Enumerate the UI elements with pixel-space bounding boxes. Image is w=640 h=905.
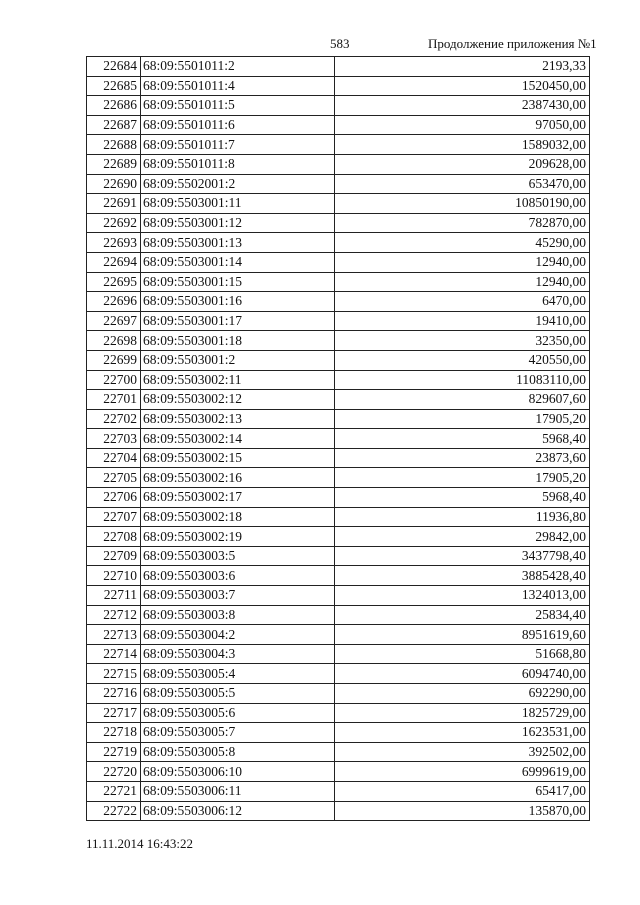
value-cell: 6470,00 [335, 292, 590, 312]
row-number-cell: 22697 [87, 311, 141, 331]
cadastral-number-cell: 68:09:5501011:2 [141, 57, 335, 77]
row-number-cell: 22722 [87, 801, 141, 821]
row-number-cell: 22688 [87, 135, 141, 155]
cadastral-number-cell: 68:09:5503002:14 [141, 429, 335, 449]
table-row [87, 468, 590, 488]
row-number-cell: 22684 [87, 57, 141, 77]
table-row [87, 154, 590, 174]
table-row [87, 390, 590, 410]
cadastral-number-cell: 68:09:5503003:6 [141, 566, 335, 586]
cadastral-number-cell: 68:09:5503001:17 [141, 311, 335, 331]
cadastral-number-cell: 68:09:5503005:5 [141, 684, 335, 704]
value-cell: 782870,00 [335, 213, 590, 233]
value-cell: 3437798,40 [335, 546, 590, 566]
cadastral-number-cell: 68:09:5503001:14 [141, 252, 335, 272]
table-row [87, 194, 590, 214]
print-timestamp: 11.11.2014 16:43:22 [86, 836, 194, 851]
row-number-cell: 22689 [87, 154, 141, 174]
table-row [87, 115, 590, 135]
row-number-cell: 22693 [87, 233, 141, 253]
continuation-caption: Продолжение приложения №1 [428, 36, 597, 51]
cadastral-number-cell: 68:09:5503001:2 [141, 350, 335, 370]
table-row [87, 252, 590, 272]
cadastral-number-cell: 68:09:5503003:5 [141, 546, 335, 566]
table-row [87, 586, 590, 606]
cadastral-number-cell: 68:09:5501011:7 [141, 135, 335, 155]
cadastral-number-cell: 68:09:5503006:12 [141, 801, 335, 821]
table-row [87, 135, 590, 155]
row-number-cell: 22695 [87, 272, 141, 292]
table-row [87, 311, 590, 331]
cadastral-number-cell: 68:09:5503004:2 [141, 625, 335, 645]
value-cell: 32350,00 [335, 331, 590, 351]
cadastral-number-cell: 68:09:5501011:8 [141, 154, 335, 174]
value-cell: 25834,40 [335, 605, 590, 625]
value-cell: 8951619,60 [335, 625, 590, 645]
row-number-cell: 22718 [87, 723, 141, 743]
cadastral-number-cell: 68:09:5503001:15 [141, 272, 335, 292]
table-row [87, 625, 590, 645]
cadastral-number-cell: 68:09:5503003:7 [141, 586, 335, 606]
registry-table [86, 56, 590, 821]
row-number-cell: 22694 [87, 252, 141, 272]
table-row [87, 57, 590, 77]
value-cell: 29842,00 [335, 527, 590, 547]
cadastral-number-cell: 68:09:5503002:15 [141, 448, 335, 468]
table-row [87, 664, 590, 684]
cadastral-number-cell: 68:09:5501011:5 [141, 96, 335, 116]
table-row [87, 292, 590, 312]
cadastral-number-cell: 68:09:5503002:16 [141, 468, 335, 488]
cadastral-number-cell: 68:09:5501011:6 [141, 115, 335, 135]
table-row [87, 507, 590, 527]
row-number-cell: 22692 [87, 213, 141, 233]
row-number-cell: 22702 [87, 409, 141, 429]
page-number: 583 [330, 36, 350, 51]
value-cell: 17905,20 [335, 409, 590, 429]
cadastral-number-cell: 68:09:5503002:12 [141, 390, 335, 410]
cadastral-number-cell: 68:09:5503001:16 [141, 292, 335, 312]
cadastral-number-cell: 68:09:5503001:12 [141, 213, 335, 233]
value-cell: 5968,40 [335, 429, 590, 449]
cadastral-number-cell: 68:09:5503005:6 [141, 703, 335, 723]
cadastral-number-cell: 68:09:5503001:18 [141, 331, 335, 351]
table-row [87, 174, 590, 194]
row-number-cell: 22708 [87, 527, 141, 547]
value-cell: 11936,80 [335, 507, 590, 527]
table-row [87, 233, 590, 253]
value-cell: 12940,00 [335, 272, 590, 292]
table-row [87, 527, 590, 547]
row-number-cell: 22703 [87, 429, 141, 449]
row-number-cell: 22704 [87, 448, 141, 468]
table-row [87, 350, 590, 370]
cadastral-number-cell: 68:09:5503002:19 [141, 527, 335, 547]
value-cell: 1324013,00 [335, 586, 590, 606]
row-number-cell: 22710 [87, 566, 141, 586]
value-cell: 65417,00 [335, 781, 590, 801]
value-cell: 392502,00 [335, 742, 590, 762]
row-number-cell: 22709 [87, 546, 141, 566]
table-row [87, 762, 590, 782]
value-cell: 10850190,00 [335, 194, 590, 214]
row-number-cell: 22685 [87, 76, 141, 96]
table-row [87, 429, 590, 449]
value-cell: 23873,60 [335, 448, 590, 468]
cadastral-number-cell: 68:09:5503005:4 [141, 664, 335, 684]
table-row [87, 448, 590, 468]
table-row [87, 331, 590, 351]
registry-table-body [87, 57, 590, 821]
table-row [87, 213, 590, 233]
value-cell: 6094740,00 [335, 664, 590, 684]
value-cell: 6999619,00 [335, 762, 590, 782]
value-cell: 17905,20 [335, 468, 590, 488]
row-number-cell: 22686 [87, 96, 141, 116]
table-row [87, 272, 590, 292]
cadastral-number-cell: 68:09:5501011:4 [141, 76, 335, 96]
row-number-cell: 22719 [87, 742, 141, 762]
row-number-cell: 22706 [87, 488, 141, 508]
cadastral-number-cell: 68:09:5503001:13 [141, 233, 335, 253]
value-cell: 19410,00 [335, 311, 590, 331]
cadastral-number-cell: 68:09:5503005:8 [141, 742, 335, 762]
row-number-cell: 22687 [87, 115, 141, 135]
table-row [87, 605, 590, 625]
cadastral-number-cell: 68:09:5503002:18 [141, 507, 335, 527]
cadastral-number-cell: 68:09:5503002:17 [141, 488, 335, 508]
row-number-cell: 22721 [87, 781, 141, 801]
value-cell: 2387430,00 [335, 96, 590, 116]
table-row [87, 644, 590, 664]
table-row [87, 546, 590, 566]
row-number-cell: 22690 [87, 174, 141, 194]
row-number-cell: 22696 [87, 292, 141, 312]
value-cell: 12940,00 [335, 252, 590, 272]
value-cell: 135870,00 [335, 801, 590, 821]
value-cell: 209628,00 [335, 154, 590, 174]
cadastral-number-cell: 68:09:5503003:8 [141, 605, 335, 625]
row-number-cell: 22701 [87, 390, 141, 410]
table-row [87, 488, 590, 508]
cadastral-number-cell: 68:09:5503006:11 [141, 781, 335, 801]
value-cell: 420550,00 [335, 350, 590, 370]
row-number-cell: 22705 [87, 468, 141, 488]
cadastral-number-cell: 68:09:5503001:11 [141, 194, 335, 214]
table-row [87, 723, 590, 743]
value-cell: 5968,40 [335, 488, 590, 508]
table-row [87, 703, 590, 723]
cadastral-number-cell: 68:09:5503002:13 [141, 409, 335, 429]
row-number-cell: 22712 [87, 605, 141, 625]
row-number-cell: 22711 [87, 586, 141, 606]
row-number-cell: 22691 [87, 194, 141, 214]
value-cell: 1589032,00 [335, 135, 590, 155]
row-number-cell: 22716 [87, 684, 141, 704]
value-cell: 653470,00 [335, 174, 590, 194]
cadastral-number-cell: 68:09:5503006:10 [141, 762, 335, 782]
cadastral-number-cell: 68:09:5503005:7 [141, 723, 335, 743]
row-number-cell: 22717 [87, 703, 141, 723]
value-cell: 829607,60 [335, 390, 590, 410]
row-number-cell: 22707 [87, 507, 141, 527]
value-cell: 51668,80 [335, 644, 590, 664]
row-number-cell: 22714 [87, 644, 141, 664]
cadastral-number-cell: 68:09:5503004:3 [141, 644, 335, 664]
row-number-cell: 22720 [87, 762, 141, 782]
value-cell: 97050,00 [335, 115, 590, 135]
value-cell: 1520450,00 [335, 76, 590, 96]
table-row [87, 801, 590, 821]
table-row [87, 96, 590, 116]
table-row [87, 684, 590, 704]
value-cell: 1825729,00 [335, 703, 590, 723]
value-cell: 692290,00 [335, 684, 590, 704]
table-row [87, 566, 590, 586]
value-cell: 3885428,40 [335, 566, 590, 586]
value-cell: 45290,00 [335, 233, 590, 253]
table-row [87, 742, 590, 762]
row-number-cell: 22715 [87, 664, 141, 684]
cadastral-number-cell: 68:09:5502001:2 [141, 174, 335, 194]
row-number-cell: 22699 [87, 350, 141, 370]
value-cell: 2193,33 [335, 57, 590, 77]
row-number-cell: 22700 [87, 370, 141, 390]
row-number-cell: 22713 [87, 625, 141, 645]
table-row [87, 409, 590, 429]
value-cell: 1623531,00 [335, 723, 590, 743]
row-number-cell: 22698 [87, 331, 141, 351]
table-row [87, 370, 590, 390]
cadastral-number-cell: 68:09:5503002:11 [141, 370, 335, 390]
table-row [87, 76, 590, 96]
table-row [87, 781, 590, 801]
value-cell: 11083110,00 [335, 370, 590, 390]
